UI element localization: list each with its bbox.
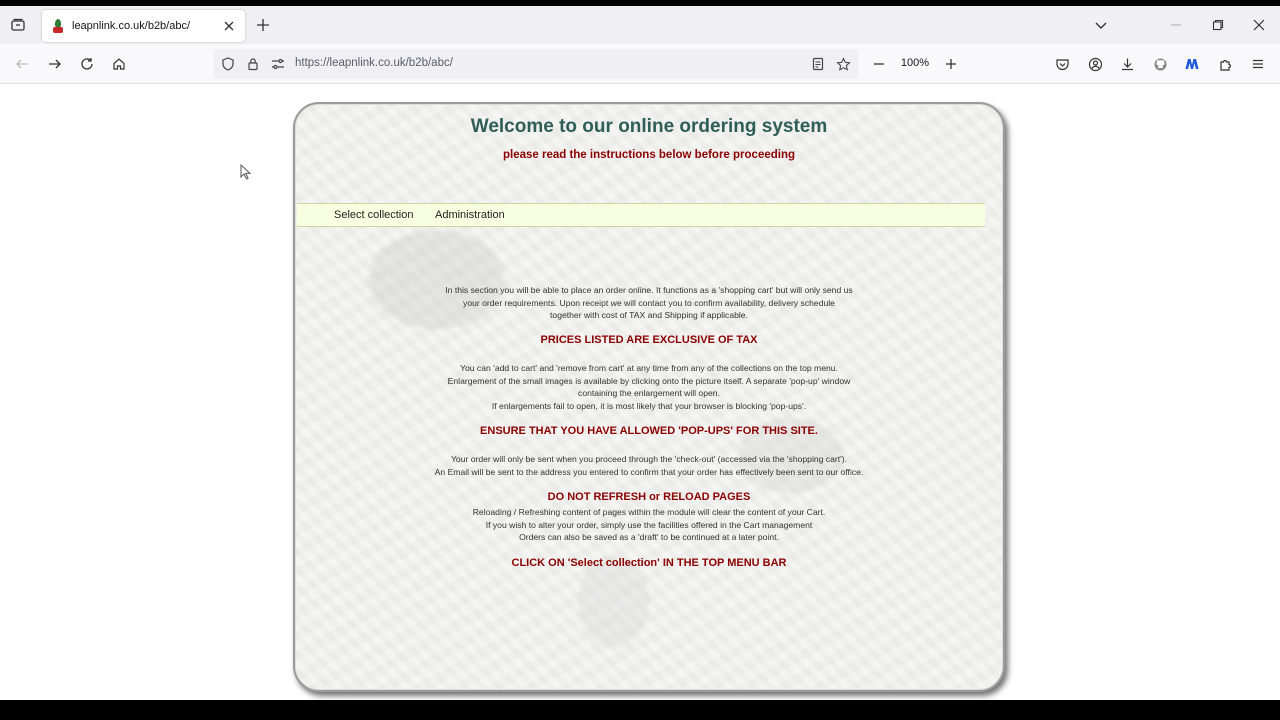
extension-github-icon[interactable] bbox=[1146, 50, 1174, 78]
reader-view-icon[interactable] bbox=[808, 54, 828, 74]
browser-window bbox=[0, 6, 1280, 700]
paragraph-line: Orders can also be saved as a 'draft' to be continued at a later point. bbox=[519, 532, 779, 543]
new-tab-icon[interactable] bbox=[249, 11, 277, 39]
paragraph-line: You can 'add to cart' and 'remove from cart' at any time from any of the collections on the top menu. bbox=[460, 363, 838, 373]
forward-icon[interactable] bbox=[41, 50, 69, 78]
restore-icon[interactable] bbox=[1204, 11, 1232, 39]
tab-close-icon[interactable] bbox=[219, 16, 239, 36]
page-title: Welcome to our online ordering system bbox=[470, 116, 828, 137]
tab-active[interactable] bbox=[42, 10, 245, 42]
extensions-puzzle-icon[interactable] bbox=[1211, 50, 1239, 78]
url-bar[interactable] bbox=[214, 49, 858, 79]
tab-list-icon[interactable] bbox=[4, 11, 32, 39]
paragraph-line: your order requirements. Upon receipt we will contact you to confirm availability, delivery schedule bbox=[463, 297, 835, 308]
zoom-out-icon[interactable] bbox=[866, 50, 892, 78]
paragraph-line: Your order will only be sent when you proceed through the 'check-out' (accessed via the 'shopping cart'). bbox=[450, 454, 848, 464]
heading-allow-popups: ENSURE THAT YOU HAVE ALLOWED 'POP-UPS' FOR THIS SITE. bbox=[480, 425, 818, 437]
tab-title: leapnlink.co.uk/b2b/abc/ bbox=[72, 20, 191, 32]
permissions-icon[interactable] bbox=[268, 54, 288, 74]
zoom-level[interactable]: 100% bbox=[900, 57, 930, 69]
page-subtitle: please read the instructions below before proceeding bbox=[502, 149, 796, 161]
pocket-icon[interactable] bbox=[1048, 50, 1076, 78]
close-window-icon[interactable] bbox=[1245, 11, 1273, 39]
heading-do-not-refresh: DO NOT REFRESH or RELOAD PAGES bbox=[547, 491, 751, 503]
mouse-cursor-icon bbox=[240, 164, 252, 180]
instructions-paragraph-1 bbox=[295, 284, 1003, 322]
heading-click-select-collection: CLICK ON 'Select collection' IN THE TOP MENU BAR bbox=[511, 557, 787, 569]
top-menu-bar bbox=[297, 203, 985, 227]
instructions-paragraph-4 bbox=[295, 506, 1003, 544]
heading-prices-exclusive: PRICES LISTED ARE EXCLUSIVE OF TAX bbox=[540, 334, 758, 346]
zoom-in-icon[interactable] bbox=[938, 50, 964, 78]
paragraph-line: together with cost of TAX and Shipping if applicable. bbox=[550, 310, 748, 321]
tab-strip bbox=[0, 6, 1280, 44]
instructions-paragraph-3 bbox=[295, 453, 1003, 478]
tracking-shield-icon[interactable] bbox=[218, 54, 238, 74]
reload-icon[interactable] bbox=[73, 50, 101, 78]
account-icon[interactable] bbox=[1081, 50, 1109, 78]
paragraph-line: If you wish to alter your order, simply use the facilities offered in the Cart management bbox=[485, 519, 813, 530]
lock-icon[interactable] bbox=[243, 54, 263, 74]
page-content bbox=[0, 84, 1280, 700]
nav-bar bbox=[0, 44, 1280, 84]
ordering-system-panel bbox=[293, 102, 1005, 692]
paragraph-line: Reloading / Refreshing content of pages within the module will clear the content of your Cart. bbox=[472, 507, 826, 517]
menu-select-collection[interactable]: Select collection bbox=[334, 209, 414, 221]
url-text: https://leapnlink.co.uk/b2b/abc/ bbox=[295, 57, 453, 69]
minimize-icon[interactable] bbox=[1162, 11, 1190, 39]
bookmark-star-icon[interactable] bbox=[833, 54, 853, 74]
paragraph-line: In this section you will be able to place an order online. It functions as a 'shopping cart' but will only send us bbox=[445, 285, 853, 295]
menu-administration[interactable]: Administration bbox=[435, 209, 505, 221]
downloads-icon[interactable] bbox=[1113, 50, 1141, 78]
site-favicon-icon bbox=[52, 19, 64, 33]
extension-m-icon[interactable] bbox=[1178, 50, 1206, 78]
instructions-paragraph-2 bbox=[295, 362, 1003, 413]
chevron-down-icon[interactable] bbox=[1087, 11, 1115, 39]
back-icon[interactable] bbox=[8, 50, 36, 78]
paragraph-line: containing the enlargement will open. bbox=[578, 388, 720, 399]
paragraph-line: An Email will be sent to the address you entered to confirm that your order has effectively been sent to our office. bbox=[434, 466, 864, 477]
paragraph-line: Enlargement of the small images is available by clicking onto the picture itself. A separate 'pop-up' window bbox=[447, 375, 851, 386]
home-icon[interactable] bbox=[105, 50, 133, 78]
paragraph-line: If enlargements fail to open, it is most likely that your browser is blocking 'pop-ups'. bbox=[491, 401, 807, 412]
menu-hamburger-icon[interactable] bbox=[1244, 50, 1272, 78]
